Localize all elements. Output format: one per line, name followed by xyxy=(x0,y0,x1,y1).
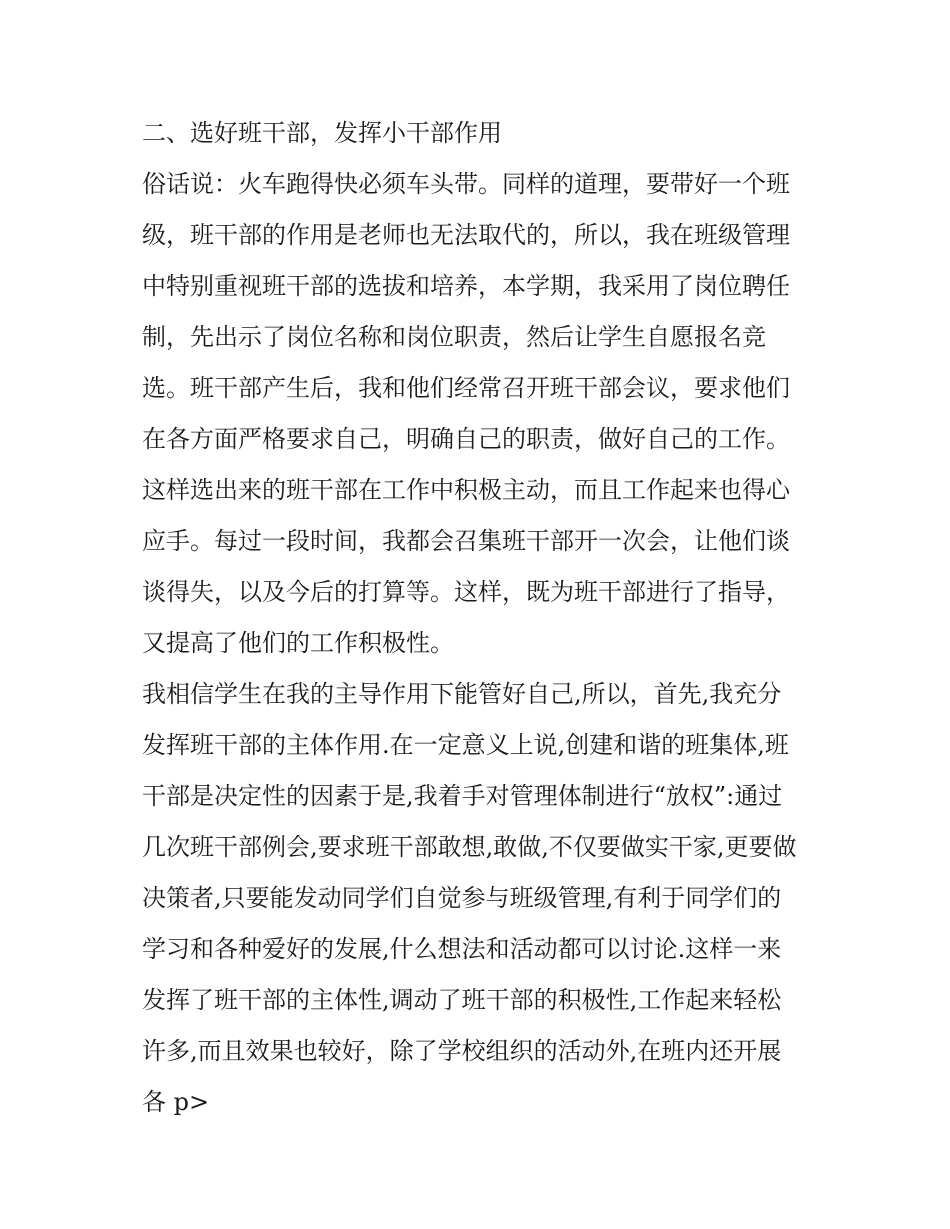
paragraph-line: 制，先出示了岗位名称和岗位职责，然后让学生自愿报名竞 xyxy=(142,323,766,351)
paragraph-line: 又提高了他们的工作积极性。 xyxy=(142,629,454,657)
paragraph-line: 发挥班干部的主体作用.在一定意义上说,创建和谐的班集体,班 xyxy=(142,731,789,759)
paragraph-line: 决策者,只要能发动同学们自觉参与班级管理,有利于同学们的 xyxy=(142,884,782,912)
paragraph-line: 中特别重视班干部的选拔和培养，本学期，我采用了岗位聘任 xyxy=(142,272,790,300)
paragraph-line: 我相信学生在我的主导作用下能管好自己,所以，首先,我充分 xyxy=(142,680,782,708)
paragraph-line: 谈得失，以及今后的打算等。这样，既为班干部进行了指导， xyxy=(142,578,790,606)
paragraph-line: 俗话说：火车跑得快必须车头带。同样的道理，要带好一个班 xyxy=(142,170,790,198)
paragraph-line: 几次班干部例会,要求班干部敢想,敢做,不仅要做实干家,更要做 xyxy=(142,833,797,861)
paragraph-line: 各 p> xyxy=(142,1088,210,1116)
paragraph-line: 学习和各种爱好的发展,什么想法和活动都可以讨论.这样一来 xyxy=(142,935,782,963)
paragraph-line: 许多,而且效果也较好，除了学校组织的活动外,在班内还开展 xyxy=(142,1037,782,1065)
paragraph-line: 级，班干部的作用是老师也无法取代的，所以，我在班级管理 xyxy=(142,221,790,249)
section-heading: 二、选好班干部，发挥小干部作用 xyxy=(142,119,502,147)
paragraph-line: 选。班干部产生后，我和他们经常召开班干部会议，要求他们 xyxy=(142,374,790,402)
paragraph-line: 在各方面严格要求自己，明确自己的职责，做好自己的工作。 xyxy=(142,425,790,453)
paragraph-line: 干部是决定性的因素于是,我着手对管理体制进行“放权”:通过 xyxy=(142,782,783,810)
paragraph-line: 发挥了班干部的主体性,调动了班干部的积极性,工作起来轻松 xyxy=(142,986,782,1014)
paragraph-line: 应手。每过一段时间，我都会召集班干部开一次会，让他们谈 xyxy=(142,527,790,555)
document-body xyxy=(142,108,822,1128)
paragraph-line: 这样选出来的班干部在工作中积极主动，而且工作起来也得心 xyxy=(142,476,790,504)
